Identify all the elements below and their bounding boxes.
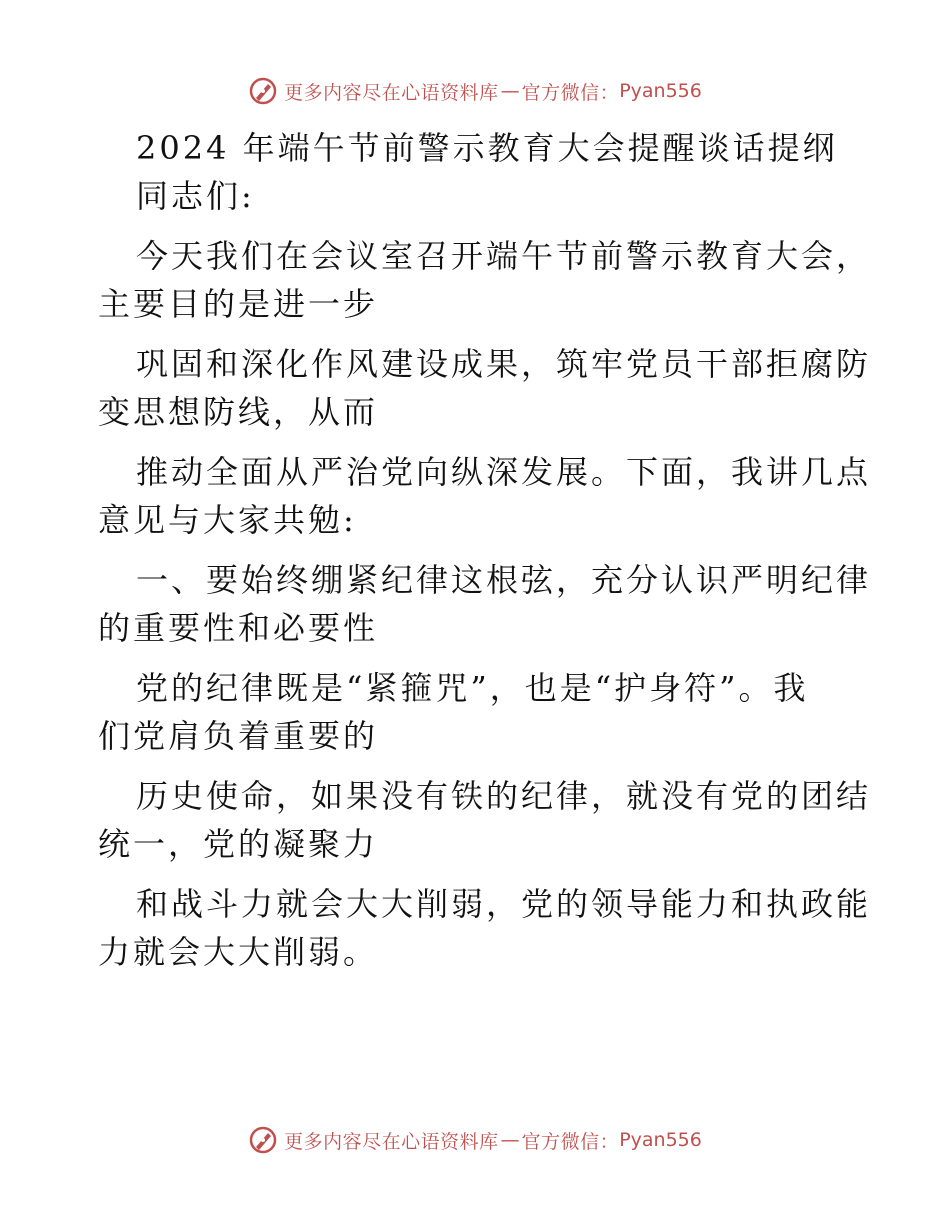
paragraph-line: 统一，党的凝聚力	[98, 825, 379, 863]
document-body	[98, 124, 872, 976]
watermark-wechat-handle: Pyan556	[619, 80, 702, 102]
paragraph-line: 推动全面从严治党向纵深发展。下面，我讲几点	[136, 453, 872, 491]
paragraph-line: 巩固和深化作风建设成果，筑牢党员干部拒腐防	[136, 345, 872, 383]
paragraph-line: 和战斗力就会大大削弱，党的领导能力和执政能	[136, 885, 872, 923]
paragraph-line: 主要目的是进一步	[98, 285, 379, 323]
paragraph-line: 们党肩负着重要的	[98, 717, 379, 755]
document-title: 2024 年端午节前警示教育大会提醒谈话提纲	[136, 129, 838, 167]
footer-watermark	[0, 1120, 950, 1160]
greeting: 同志们:	[136, 177, 255, 215]
watermark-wechat-label: 官方微信：	[521, 81, 620, 104]
paragraph-line: 力就会大大削弱。	[98, 933, 379, 971]
watermark-wechat-label: 官方微信：	[521, 1130, 620, 1153]
pen-nib-logo-icon	[248, 76, 278, 106]
watermark-main-text: 更多内容尽在心语资料库	[284, 81, 499, 104]
watermark-main-text: 更多内容尽在心语资料库	[284, 1130, 499, 1153]
watermark-dash: —	[500, 1129, 520, 1151]
watermark-dash: —	[500, 80, 520, 102]
paragraph-line: 变思想防线，从而	[98, 393, 379, 431]
paragraph-line: 历史使命，如果没有铁的纪律，就没有党的团结	[136, 777, 872, 815]
section-heading-line: 的重要性和必要性	[98, 609, 379, 647]
pen-nib-logo-icon	[248, 1125, 278, 1155]
header-watermark	[0, 71, 950, 111]
watermark-wechat-handle: Pyan556	[619, 1129, 702, 1151]
section-heading-line: 一、要始终绷紧纪律这根弦，充分认识严明纪律	[136, 561, 872, 599]
paragraph-line: 党的纪律既是“紧箍咒”，也是“护身符”。我	[136, 669, 809, 707]
paragraph-line: 意见与大家共勉:	[98, 501, 357, 539]
paragraph-line: 今天我们在会议室召开端午节前警示教育大会，	[136, 237, 872, 275]
